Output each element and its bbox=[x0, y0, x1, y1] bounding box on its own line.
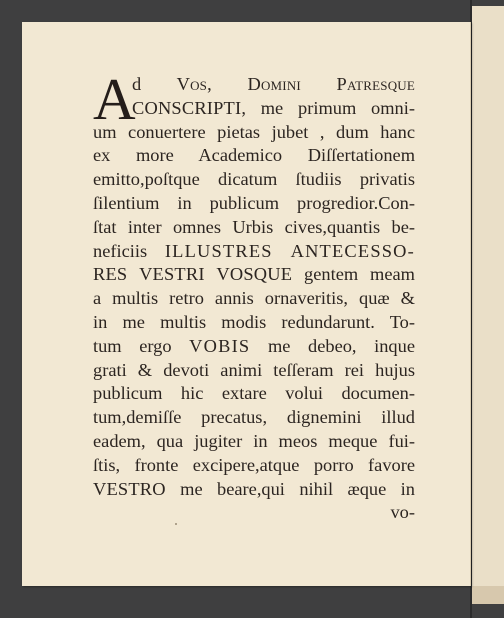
small-caps-text: RES VESTRI VOSQUE bbox=[93, 264, 293, 285]
text-line bbox=[93, 263, 415, 287]
body-text: in me multis modis redundarunt. To- bbox=[93, 311, 415, 332]
text-line bbox=[93, 168, 415, 192]
body-text: um conuertere pietas jubet , dum hanc bbox=[93, 121, 415, 142]
small-caps-text: VOBIS bbox=[189, 335, 251, 356]
body-text: ſilentium in publicum progredior.Con- bbox=[93, 192, 415, 213]
text-line bbox=[93, 73, 415, 97]
text-line bbox=[93, 501, 415, 525]
small-caps-text: Vos, Domini Patresque bbox=[176, 74, 416, 94]
text-line bbox=[93, 144, 415, 168]
body-text: ſtis, fronte excipere,atque porro favore bbox=[93, 454, 415, 475]
body-text: me beare,qui nihil æque in bbox=[165, 478, 415, 499]
body-text: me debeo, inque bbox=[250, 335, 415, 356]
text-line bbox=[93, 406, 415, 430]
body-text: vo- bbox=[390, 502, 415, 523]
small-caps-text: VESTRO bbox=[93, 478, 166, 499]
text-line bbox=[93, 192, 415, 216]
text-line bbox=[93, 359, 415, 383]
text-line bbox=[93, 287, 415, 311]
body-text: d bbox=[132, 74, 177, 94]
small-caps-text: CONSCRIPTI bbox=[132, 97, 242, 118]
text-line bbox=[93, 454, 415, 478]
body-text: tum,demiſſe precatus, dignemini illud bbox=[93, 407, 415, 428]
page-stain bbox=[472, 586, 504, 604]
text-line bbox=[93, 430, 415, 454]
text-line bbox=[93, 478, 415, 502]
body-text: ſtat inter omnes Urbis cives,quantis be- bbox=[93, 216, 415, 237]
text-line bbox=[93, 335, 415, 359]
body-text: ex more Academico Diſſertationem bbox=[93, 145, 415, 166]
body-text: tum ergo bbox=[93, 335, 190, 356]
body-text: eadem, qua jugiter in meos meque fui- bbox=[93, 430, 415, 451]
text-line bbox=[93, 121, 415, 145]
body-text: , me primum omni- bbox=[241, 97, 415, 118]
text-line bbox=[93, 216, 415, 240]
body-text: emitto,poſtque dicatum ſtudiis privatis bbox=[93, 169, 415, 190]
body-text: grati & devoti animi teſſeram rei hujus bbox=[93, 359, 415, 380]
body-text: neficiis bbox=[93, 240, 165, 261]
drop-cap: A bbox=[93, 66, 136, 132]
dedication-text bbox=[93, 66, 416, 525]
body-text: a multis retro annis ornaveritis, quæ & bbox=[93, 288, 415, 309]
text-line bbox=[93, 240, 415, 264]
text-line bbox=[93, 97, 415, 121]
ink-speck bbox=[175, 523, 177, 525]
body-text: publicum hic extare volui documen- bbox=[93, 383, 415, 404]
text-line bbox=[93, 382, 415, 406]
adjacent-page-edge bbox=[472, 6, 504, 604]
text-line bbox=[93, 311, 415, 335]
body-text: gentem meam bbox=[292, 264, 415, 285]
small-caps-text: ILLUSTRES ANTECESSO- bbox=[164, 240, 415, 261]
